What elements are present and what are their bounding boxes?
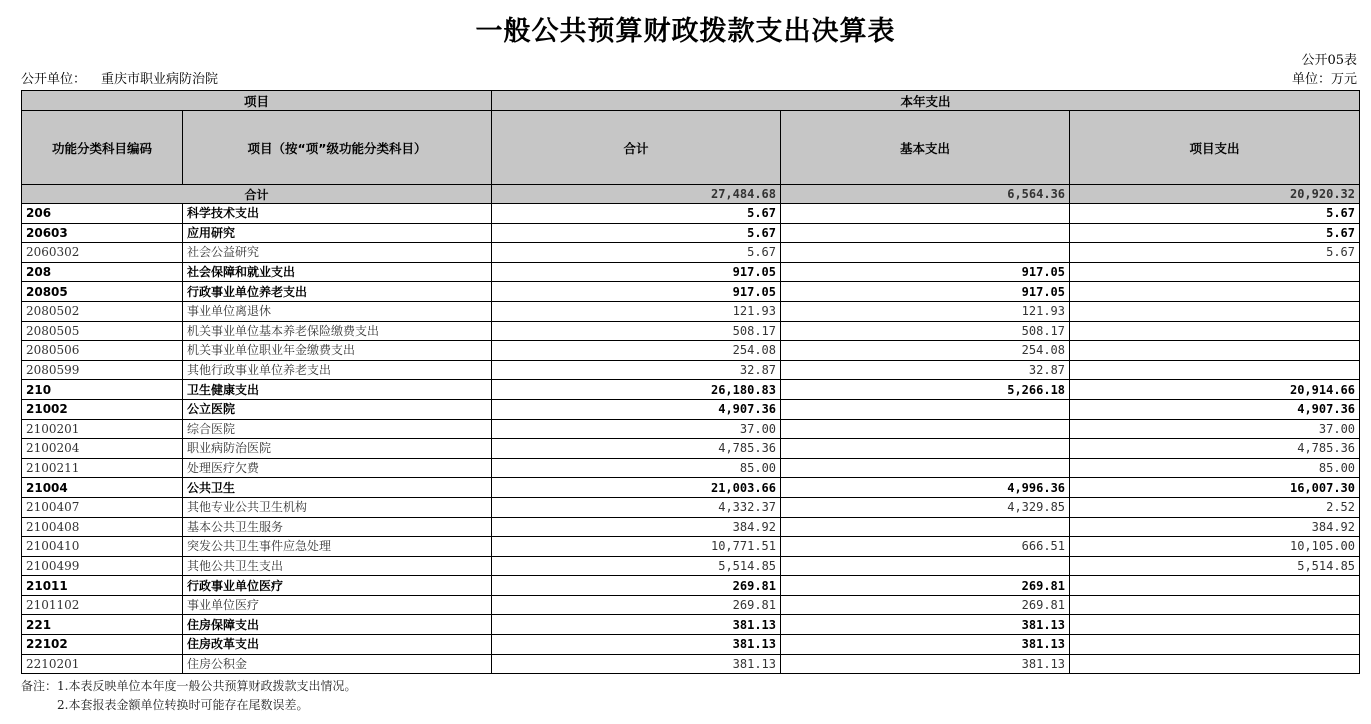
- cell-basic: [781, 419, 1070, 439]
- cell-total: 85.00: [492, 458, 781, 478]
- table-row: [22, 615, 1360, 635]
- cell-basic: 269.81: [781, 576, 1070, 596]
- cell-item-name: 机关事业单位基本养老保险缴费支出: [183, 321, 492, 341]
- cell-basic: [781, 223, 1070, 243]
- cell-code: 2080502: [22, 301, 183, 321]
- cell-total: 5,514.85: [492, 556, 781, 576]
- cell-basic: 4,996.36: [781, 478, 1070, 498]
- cell-program: [1070, 341, 1360, 361]
- cell-basic: 917.05: [781, 282, 1070, 302]
- table-row: [22, 282, 1360, 302]
- cell-basic: [781, 439, 1070, 459]
- cell-program: [1070, 301, 1360, 321]
- cell-program: 5,514.85: [1070, 556, 1360, 576]
- cell-basic: [781, 204, 1070, 224]
- cell-item-name: 突发公共卫生事件应急处理: [183, 537, 492, 557]
- cell-code: 2101102: [22, 595, 183, 615]
- table-row: [22, 635, 1360, 655]
- cell-basic: [781, 243, 1070, 263]
- total-program: 20,920.32: [1070, 185, 1360, 204]
- table-row: [22, 341, 1360, 361]
- cell-basic: 5,266.18: [781, 380, 1070, 400]
- cell-program: 20,914.66: [1070, 380, 1360, 400]
- form-number: 公开05表: [1301, 53, 1357, 68]
- expenditure-table: [21, 90, 1360, 674]
- cell-total: 508.17: [492, 321, 781, 341]
- cell-program: [1070, 615, 1360, 635]
- cell-item-name: 科学技术支出: [183, 204, 492, 224]
- cell-item-name: 住房保障支出: [183, 615, 492, 635]
- currency-unit: 单位：万元: [1291, 72, 1357, 87]
- cell-total: 384.92: [492, 517, 781, 537]
- cell-basic: 381.13: [781, 635, 1070, 655]
- table-row: [22, 419, 1360, 439]
- cell-code: 20603: [22, 223, 183, 243]
- cell-total: 121.93: [492, 301, 781, 321]
- cell-program: [1070, 654, 1360, 674]
- header-current-year: 本年支出: [492, 91, 1360, 111]
- cell-code: 210: [22, 380, 183, 400]
- cell-program: [1070, 576, 1360, 596]
- cell-item-name: 应用研究: [183, 223, 492, 243]
- cell-program: [1070, 262, 1360, 282]
- table-row: [22, 360, 1360, 380]
- cell-total: 5.67: [492, 243, 781, 263]
- cell-code: 208: [22, 262, 183, 282]
- cell-code: 2210201: [22, 654, 183, 674]
- cell-basic: [781, 458, 1070, 478]
- cell-basic: 381.13: [781, 654, 1070, 674]
- cell-item-name: 其他行政事业单位养老支出: [183, 360, 492, 380]
- cell-total: 5.67: [492, 204, 781, 224]
- cell-total: 10,771.51: [492, 537, 781, 557]
- total-basic: 6,564.36: [781, 185, 1070, 204]
- cell-basic: 4,329.85: [781, 497, 1070, 517]
- header-item: 项目（按“项”级功能分类科目）: [183, 111, 492, 185]
- header-program: 项目支出: [1070, 111, 1360, 185]
- table-row: [22, 301, 1360, 321]
- cell-total: 381.13: [492, 654, 781, 674]
- cell-total: 917.05: [492, 282, 781, 302]
- cell-basic: 269.81: [781, 595, 1070, 615]
- cell-code: 2080506: [22, 341, 183, 361]
- table-row: [22, 478, 1360, 498]
- cell-program: 5.67: [1070, 243, 1360, 263]
- cell-total: 254.08: [492, 341, 781, 361]
- header-project: 项目: [22, 91, 492, 111]
- table-row: [22, 556, 1360, 576]
- cell-program: 5.67: [1070, 204, 1360, 224]
- cell-code: 20805: [22, 282, 183, 302]
- table-row: [22, 458, 1360, 478]
- cell-item-name: 基本公共卫生服务: [183, 517, 492, 537]
- table-row: [22, 497, 1360, 517]
- cell-item-name: 行政事业单位养老支出: [183, 282, 492, 302]
- cell-code: 21004: [22, 478, 183, 498]
- table-row: [22, 204, 1360, 224]
- cell-code: 2080505: [22, 321, 183, 341]
- cell-code: 2100410: [22, 537, 183, 557]
- cell-item-name: 综合医院: [183, 419, 492, 439]
- total-row: [22, 185, 1360, 204]
- cell-total: 26,180.83: [492, 380, 781, 400]
- cell-total: 4,907.36: [492, 399, 781, 419]
- cell-total: 4,785.36: [492, 439, 781, 459]
- cell-code: 2100407: [22, 497, 183, 517]
- header-code: 功能分类科目编码: [22, 111, 183, 185]
- cell-basic: 254.08: [781, 341, 1070, 361]
- notes: [21, 677, 356, 715]
- cell-item-name: 社会公益研究: [183, 243, 492, 263]
- cell-total: 381.13: [492, 635, 781, 655]
- cell-program: 4,785.36: [1070, 439, 1360, 459]
- cell-item-name: 公立医院: [183, 399, 492, 419]
- cell-program: [1070, 282, 1360, 302]
- table-row: [22, 321, 1360, 341]
- cell-item-name: 住房改革支出: [183, 635, 492, 655]
- table-row: [22, 595, 1360, 615]
- cell-total: 37.00: [492, 419, 781, 439]
- cell-program: [1070, 595, 1360, 615]
- cell-program: [1070, 321, 1360, 341]
- cell-program: 4,907.36: [1070, 399, 1360, 419]
- cell-item-name: 事业单位医疗: [183, 595, 492, 615]
- cell-item-name: 卫生健康支出: [183, 380, 492, 400]
- cell-program: 37.00: [1070, 419, 1360, 439]
- cell-code: 2100499: [22, 556, 183, 576]
- cell-code: 2100201: [22, 419, 183, 439]
- cell-item-name: 事业单位离退休: [183, 301, 492, 321]
- cell-item-name: 住房公积金: [183, 654, 492, 674]
- table-row: [22, 439, 1360, 459]
- cell-code: 2060302: [22, 243, 183, 263]
- cell-code: 221: [22, 615, 183, 635]
- cell-basic: [781, 517, 1070, 537]
- table-row: [22, 537, 1360, 557]
- cell-program: [1070, 635, 1360, 655]
- cell-code: 22102: [22, 635, 183, 655]
- report-title: 一般公共预算财政拨款支出决算表: [475, 16, 896, 47]
- cell-code: 2100408: [22, 517, 183, 537]
- cell-code: 2100211: [22, 458, 183, 478]
- cell-total: 4,332.37: [492, 497, 781, 517]
- cell-program: [1070, 360, 1360, 380]
- cell-basic: 381.13: [781, 615, 1070, 635]
- cell-basic: [781, 399, 1070, 419]
- cell-program: 10,105.00: [1070, 537, 1360, 557]
- cell-code: 2080599: [22, 360, 183, 380]
- cell-item-name: 职业病防治医院: [183, 439, 492, 459]
- cell-program: 384.92: [1070, 517, 1360, 537]
- table-row: [22, 517, 1360, 537]
- cell-item-name: 其他公共卫生支出: [183, 556, 492, 576]
- cell-item-name: 处理医疗欠费: [183, 458, 492, 478]
- cell-program: 85.00: [1070, 458, 1360, 478]
- cell-program: 16,007.30: [1070, 478, 1360, 498]
- cell-basic: 32.87: [781, 360, 1070, 380]
- table-row: [22, 576, 1360, 596]
- unit-name: 重庆市职业病防治院: [101, 72, 219, 87]
- header-basic: 基本支出: [781, 111, 1070, 185]
- total-sum: 27,484.68: [492, 185, 781, 204]
- table-row: [22, 243, 1360, 263]
- cell-code: 21002: [22, 399, 183, 419]
- table-row: [22, 262, 1360, 282]
- header-total: 合计: [492, 111, 781, 185]
- note-line-1: 备注：1.本表反映单位本年度一般公共预算财政拨款支出情况。: [21, 679, 357, 693]
- cell-total: 381.13: [492, 615, 781, 635]
- cell-total: 32.87: [492, 360, 781, 380]
- table-row: [22, 654, 1360, 674]
- cell-total: 917.05: [492, 262, 781, 282]
- cell-total: 269.81: [492, 576, 781, 596]
- cell-item-name: 公共卫生: [183, 478, 492, 498]
- unit-label: 公开单位：: [21, 72, 87, 87]
- cell-program: 5.67: [1070, 223, 1360, 243]
- cell-item-name: 其他专业公共卫生机构: [183, 497, 492, 517]
- cell-total: 5.67: [492, 223, 781, 243]
- cell-basic: 666.51: [781, 537, 1070, 557]
- cell-basic: 508.17: [781, 321, 1070, 341]
- total-label: 合计: [22, 185, 492, 204]
- cell-item-name: 社会保障和就业支出: [183, 262, 492, 282]
- cell-item-name: 行政事业单位医疗: [183, 576, 492, 596]
- cell-total: 21,003.66: [492, 478, 781, 498]
- note-line-2: 2.本套报表金额单位转换时可能存在尾数误差。: [57, 698, 309, 712]
- table-row: [22, 223, 1360, 243]
- table-row: [22, 399, 1360, 419]
- cell-total: 269.81: [492, 595, 781, 615]
- cell-item-name: 机关事业单位职业年金缴费支出: [183, 341, 492, 361]
- cell-program: 2.52: [1070, 497, 1360, 517]
- cell-code: 21011: [22, 576, 183, 596]
- table-row: [22, 380, 1360, 400]
- cell-basic: 917.05: [781, 262, 1070, 282]
- cell-code: 2100204: [22, 439, 183, 459]
- cell-code: 206: [22, 204, 183, 224]
- cell-basic: [781, 556, 1070, 576]
- cell-basic: 121.93: [781, 301, 1070, 321]
